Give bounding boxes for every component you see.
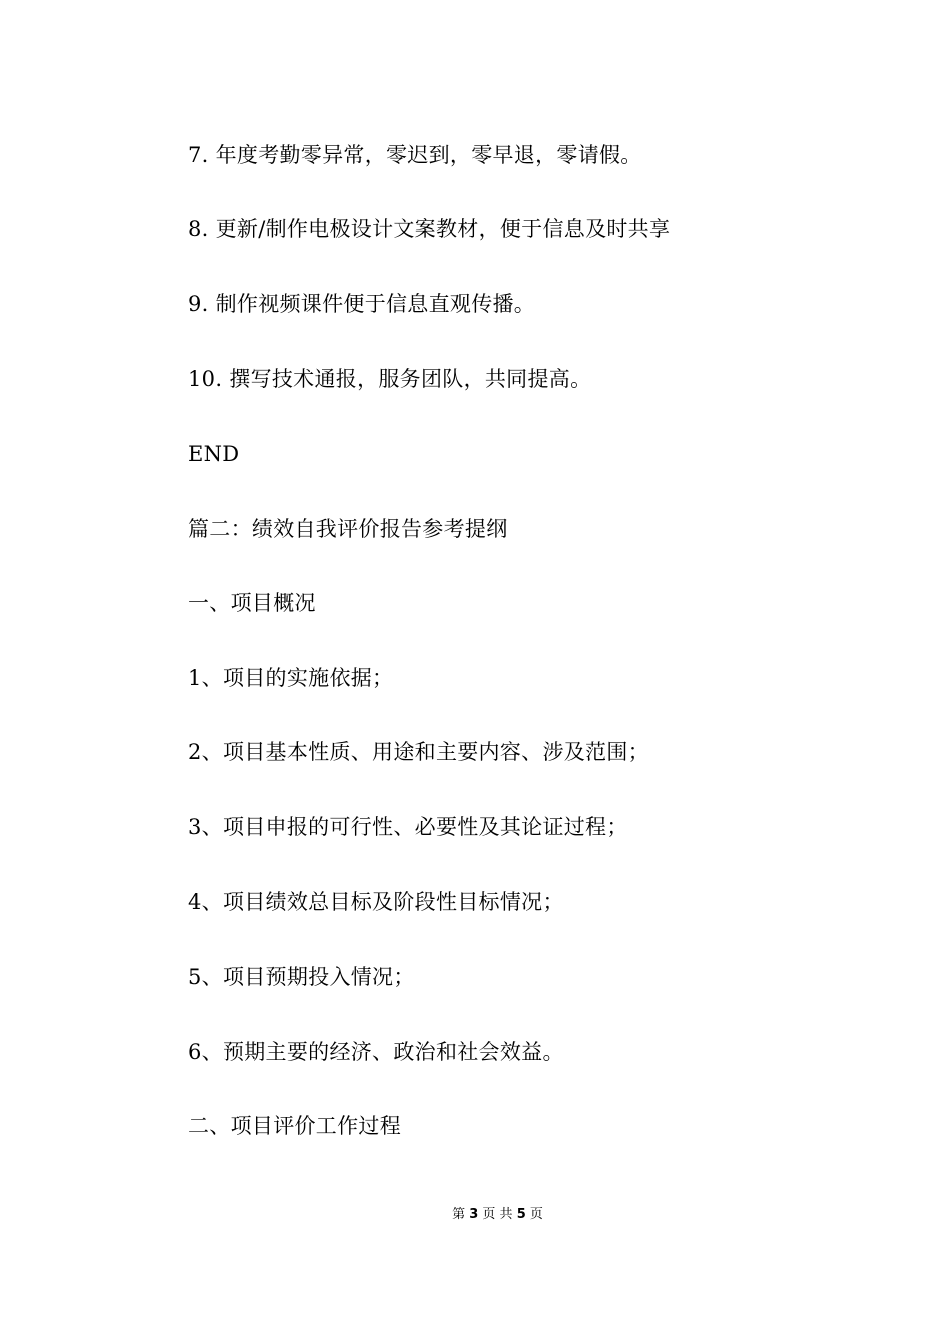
list-item-2: 2、项目基本性质、用途和主要内容、涉及范围； bbox=[188, 740, 649, 764]
section-heading: 篇二：绩效自我评价报告参考提纲 bbox=[188, 517, 508, 541]
footer-middle: 页 共 bbox=[482, 1207, 513, 1222]
text-line-item-10: 10. 撰写技术通报，服务团队，共同提高。 bbox=[188, 367, 592, 391]
list-item-6: 6、预期主要的经济、政治和社会效益。 bbox=[188, 1040, 564, 1064]
subsection-heading-2: 二、项目评价工作过程 bbox=[188, 1114, 401, 1138]
text-line-item-7: 7. 年度考勤零异常，零迟到，零早退，零请假。 bbox=[188, 143, 642, 167]
list-item-1: 1、项目的实施依据； bbox=[188, 666, 394, 690]
text-line-item-9: 9. 制作视频课件便于信息直观传播。 bbox=[188, 292, 536, 316]
text-line-item-8: 8. 更新/制作电极设计文案教材，便于信息及时共享 bbox=[188, 217, 671, 241]
list-item-3: 3、项目申报的可行性、必要性及其论证过程； bbox=[188, 815, 628, 839]
list-item-4: 4、项目绩效总目标及阶段性目标情况； bbox=[188, 890, 564, 914]
footer-total-pages: 5 bbox=[516, 1207, 526, 1222]
footer-prefix: 第 bbox=[452, 1207, 466, 1222]
subsection-heading-1: 一、项目概况 bbox=[188, 591, 316, 615]
footer-current-page: 3 bbox=[469, 1207, 479, 1222]
text-line-end: END bbox=[188, 442, 240, 466]
page-footer bbox=[0, 1206, 950, 1224]
list-item-5: 5、项目预期投入情况； bbox=[188, 965, 415, 989]
footer-suffix: 页 bbox=[529, 1207, 543, 1222]
